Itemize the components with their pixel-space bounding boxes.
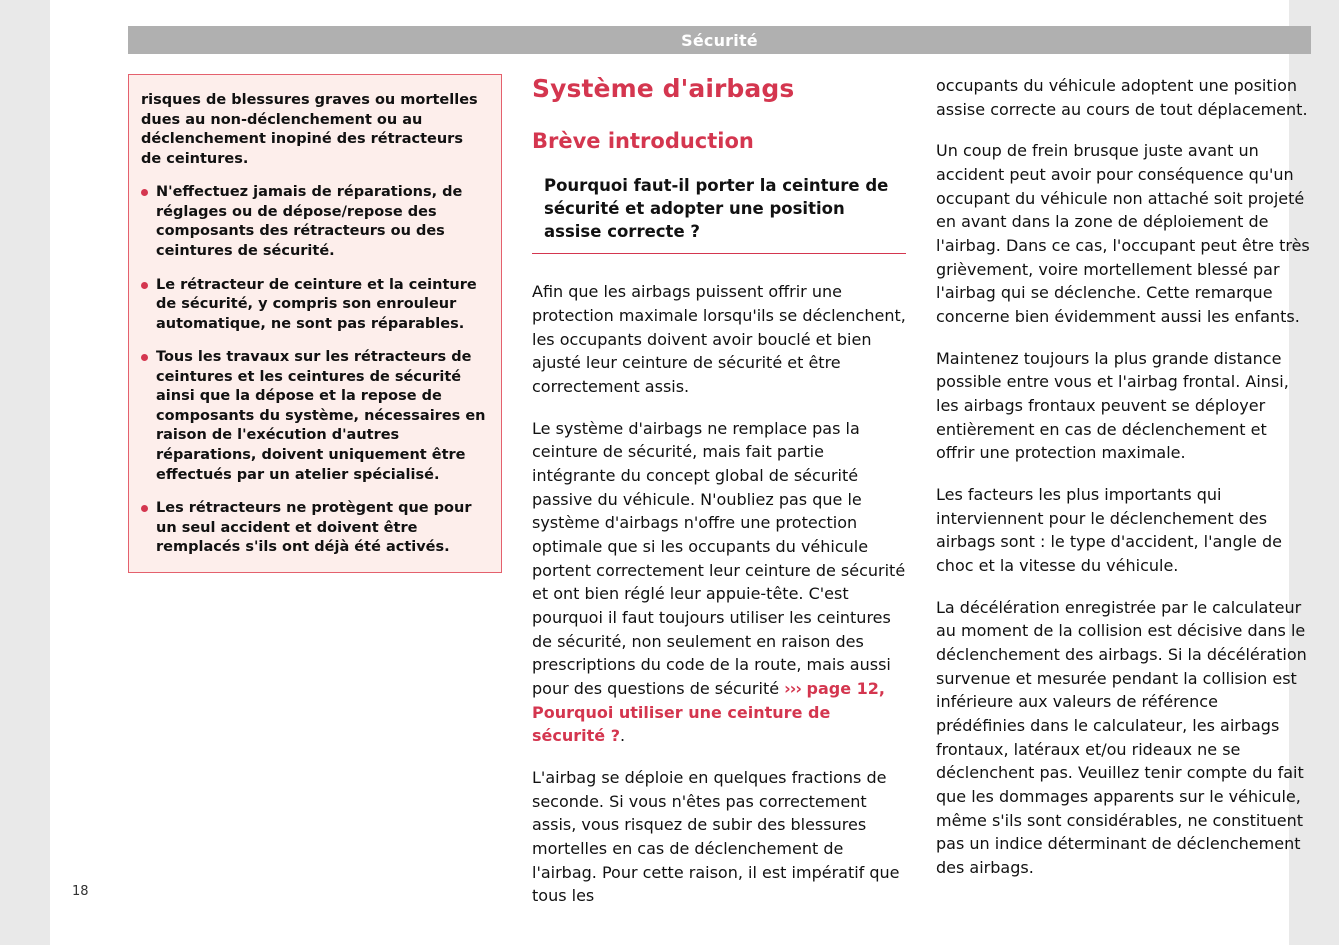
reference-label: page 12, Pourquoi utiliser une ceinture de sécurité ?: [532, 679, 885, 746]
warning-bullet-item: [141, 183, 487, 261]
body-paragraph: L'airbag se déploie en quelques fractions de seconde. Si vous n'êtes pas correctement assis, vous risquez de subir des blessures mortelles en cas de déclenchement de l'airbag. Pour cette raison, il est impératif que tous les: [532, 768, 900, 906]
body-paragraph: Les facteurs les plus importants qui interviennent pour le déclenchement des airbags sont : le type d'accident, l'angle de choc et la vitesse du véhicule.: [936, 485, 1282, 576]
bullet-dot-icon: [141, 282, 148, 289]
warning-bullet-text: Tous les travaux sur les rétracteurs de ceintures et les ceintures de sécurité ainsi que la dépose et la repose de composants du système, nécessaires en raison de l'exécution d'autres réparations, doivent uniquement être effectués par un atelier spécialisé.: [156, 349, 486, 483]
warning-bullet-text: Les rétracteurs ne protègent que pour un seul accident et doivent être remplacés s'ils ont déjà été activés.: [156, 500, 472, 556]
body-paragraph-with-reference: [532, 417, 906, 748]
warning-bullet-text: Le rétracteur de ceinture et la ceinture de sécurité, y compris son enrouleur automatique, ne sont pas réparables.: [156, 276, 477, 332]
paragraph-text-after-ref: .: [619, 726, 626, 746]
column-middle: [532, 74, 906, 908]
body-paragraph: Afin que les airbags puissent offrir une protection maximale lorsqu'ils se déclenchent, les occupants doivent avoir bouclé et bien ajusté leur ceinture de sécurité et être correctement assis.: [532, 282, 906, 396]
document-page: [50, 0, 1310, 945]
bullet-dot-icon: [141, 189, 148, 196]
column-left: [128, 74, 502, 573]
warning-paragraph: risques de blessures graves ou mortelles dues au non-déclenchement ou au déclenchement inopiné des rétracteurs de ceintures.: [141, 92, 478, 167]
warning-bullet-item: [141, 348, 487, 485]
question-block: [532, 175, 906, 254]
warning-bullet-item: [141, 499, 487, 558]
bullet-dot-icon: [141, 354, 148, 361]
bullet-dot-icon: [141, 505, 148, 512]
warning-box: [128, 74, 502, 573]
body-paragraph: Un coup de frein brusque juste avant un accident peut avoir pour conséquence qu'un occupant du véhicule non attaché soit projeté en avant dans la zone de déploiement de l'airbag. Dans ce cas, l'occupant peut être très grièvement, voire mortellement blessé par l'airbag qui se déclenche. Cette remarque concerne bien évidemment aussi les enfants.: [936, 141, 1310, 327]
page-title: Système d'airbags: [532, 74, 795, 103]
warning-bullet-text: N'effectuez jamais de réparations, de réglages ou de dépose/repose des composants des rétracteurs ou des ceintures de sécurité.: [156, 184, 463, 259]
column-right: [936, 74, 1310, 880]
paragraph-text-before-ref: Le système d'airbags ne remplace pas la ceinture de sécurité, mais fait partie intégrante du concept global de sécurité passive du véhicule. N'oubliez pas que le système d'airbags n'offre une protection optimale que si les occupants du véhicule portent correctement leur ceinture de sécurité et ont bien réglé leur appuie-tête. C'est pourquoi il faut toujours utiliser les ceintures de sécurité, non seulement en raison des prescriptions du code de la route, mais aussi pour des questions de sécurité: [532, 418, 906, 699]
body-paragraph: Maintenez toujours la plus grande distance possible entre vous et l'airbag frontal. Ainsi, les airbags frontaux peuvent se déployer entièrement en cas de déclenchement et offrir une protection maximale.: [936, 348, 1289, 463]
section-header: Sécurité: [128, 26, 1311, 54]
question-text: Pourquoi faut-il porter la ceinture de sécurité et adopter une position assise correcte ?: [544, 176, 889, 241]
section-subtitle: Brève introduction: [532, 129, 754, 153]
page-number: 18: [72, 884, 89, 899]
body-paragraph: occupants du véhicule adoptent une position assise correcte au cours de tout déplacement.: [936, 76, 1308, 119]
body-paragraph: La décélération enregistrée par le calculateur au moment de la collision est décisive dans le déclenchement des airbags. Si la décélération survenue et mesurée pendant la collision est inférieure aux valeurs de référence prédéfinies dans le calculateur, les airbags frontaux, latéraux et/ou rideaux ne se déclenchent pas. Veuillez tenir compte du fait que les dommages apparents sur le véhicule, même s'ils sont considérables, ne constituent pas un indice déterminant de déclenchement des airbags.: [936, 597, 1307, 878]
reference-arrows-icon: ›››: [784, 679, 801, 699]
warning-bullet-item: [141, 276, 487, 335]
